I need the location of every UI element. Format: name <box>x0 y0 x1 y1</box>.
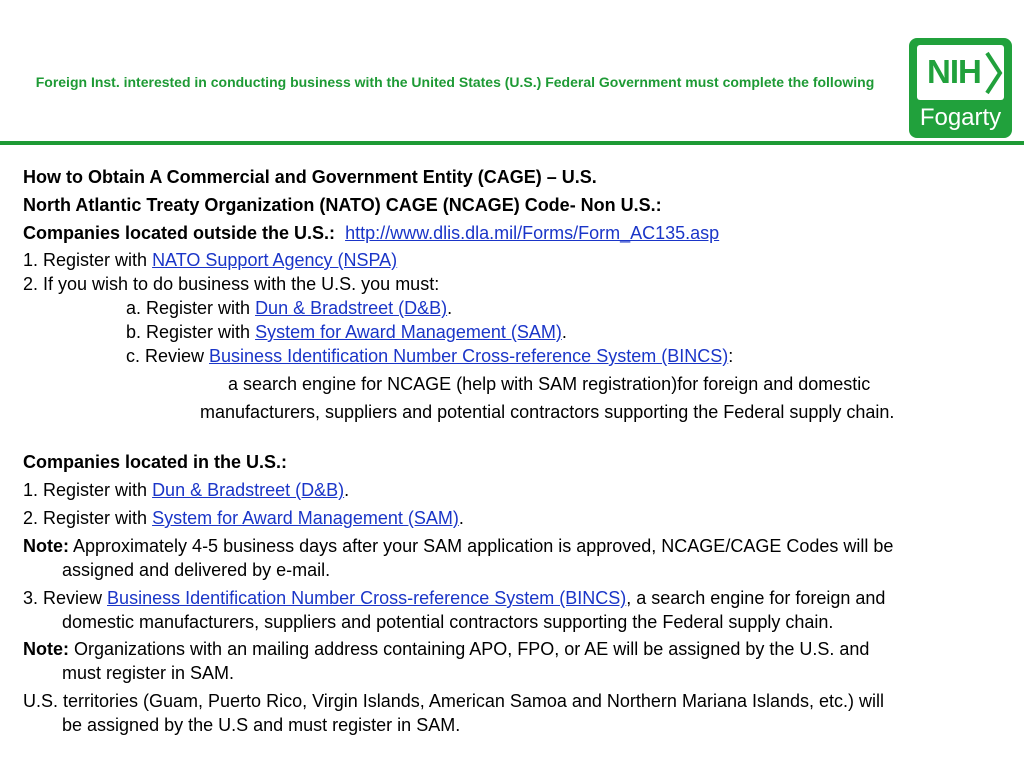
heading-cage: How to Obtain A Commercial and Government Entity (CAGE) – U.S. <box>23 167 597 187</box>
note2-text-1: Organizations with an mailing address containing APO, FPO, or AE will be assigned by the U.S. and <box>69 639 870 659</box>
us-step1-line <box>23 479 349 501</box>
bincs-description-2: manufacturers, suppliers and potential contractors supporting the Federal supply chain. <box>200 402 895 422</box>
note2-line-2: must register in SAM. <box>62 663 235 683</box>
note1-line-1 <box>23 535 893 557</box>
us-step1-prefix: 1. Register with <box>23 480 153 500</box>
us-step3-line-2: domestic manufacturers, suppliers and potential contractors supporting the Federal supply chain. <box>62 612 834 632</box>
us-step2-suffix: . <box>458 508 464 528</box>
logo-nih-box <box>917 45 1004 100</box>
step2a-suffix: . <box>447 298 453 318</box>
step2b-prefix: b. Register with <box>126 322 256 342</box>
nih-fogarty-logo <box>909 38 1012 138</box>
territories-line-1: U.S. territories (Guam, Puerto Rico, Virgin Islands, American Samoa and Northern Mariana Islands, etc.) will <box>23 691 885 711</box>
step2c-suffix: : <box>728 346 734 366</box>
note1-label: Note: <box>23 536 69 556</box>
header-divider <box>0 141 1024 145</box>
sam-link[interactable]: System for Award Management (SAM) <box>255 322 562 342</box>
step1-prefix: 1. Register with <box>23 250 153 270</box>
us-step3-line <box>23 587 885 609</box>
bincs-link[interactable]: Business Identification Number Cross-reference System (BINCS) <box>209 346 729 366</box>
step2b-suffix: . <box>561 322 567 342</box>
step2-line: 2. If you wish to do business with the U.S. you must: <box>23 274 440 294</box>
step2a-line <box>126 297 452 319</box>
logo-fogarty-text: Fogarty <box>919 104 1002 131</box>
us-step2-line <box>23 507 464 529</box>
note1-text-1: Approximately 4-5 business days after your SAM application is approved, NCAGE/CAGE Codes will be <box>69 536 894 556</box>
logo-nih-text: NIH <box>927 53 981 90</box>
us-step2-prefix: 2. Register with <box>23 508 153 528</box>
dnb-link[interactable]: Dun & Bradstreet (D&B) <box>255 298 448 318</box>
page-header-title: Foreign Inst. interested in conducting business with the United States (U.S.) Federal Government must complete the following <box>35 74 875 90</box>
nspa-link[interactable]: NATO Support Agency (NSPA) <box>152 250 398 270</box>
us-step3-suffix: , a search engine for foreign and <box>626 588 886 608</box>
step2b-line <box>126 321 567 343</box>
heading-us-companies: Companies located in the U.S.: <box>23 452 288 472</box>
us-sam-link[interactable]: System for Award Management (SAM) <box>152 508 459 528</box>
step2a-prefix: a. Register with <box>126 298 256 318</box>
note2-line-1 <box>23 638 869 660</box>
note1-line-2: assigned and delivered by e-mail. <box>62 560 331 580</box>
step2c-prefix: c. Review <box>126 346 210 366</box>
territories-line-2: be assigned by the U.S and must register in SAM. <box>62 715 461 735</box>
step2c-line <box>126 345 733 367</box>
outside-us-label: Companies located outside the U.S.: <box>23 223 336 243</box>
us-step3-prefix: 3. Review <box>23 588 108 608</box>
us-bincs-link[interactable]: Business Identification Number Cross-reference System (BINCS) <box>107 588 627 608</box>
form-ac135-link[interactable]: http://www.dlis.dla.mil/Forms/Form_AC135.asp <box>345 223 720 243</box>
outside-us-line <box>23 222 719 244</box>
logo-arrow-icon <box>983 51 1003 95</box>
us-step1-suffix: . <box>344 480 350 500</box>
us-dnb-link[interactable]: Dun & Bradstreet (D&B) <box>152 480 345 500</box>
step1-line <box>23 249 397 271</box>
note2-label: Note: <box>23 639 69 659</box>
bincs-description-1: a search engine for NCAGE (help with SAM registration)for foreign and domestic <box>228 374 871 394</box>
heading-ncage: North Atlantic Treaty Organization (NATO) CAGE (NCAGE) Code- Non U.S.: <box>23 195 662 215</box>
